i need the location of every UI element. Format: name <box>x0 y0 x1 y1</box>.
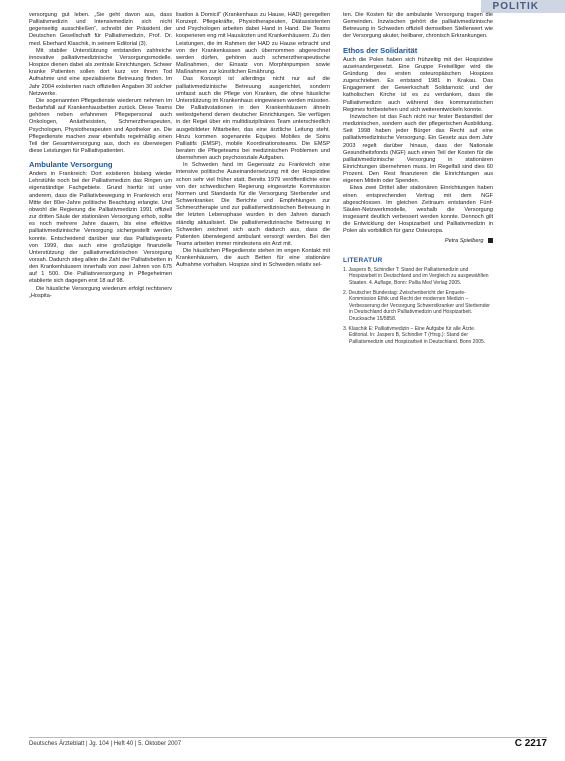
author-name: Petra Spielberg <box>444 237 484 244</box>
literature-item: 2. Deutscher Bundestag: Zwischenbericht der Enquete-Kommission Ethik und Recht der modernen Medizin – Verbesserung der Versorgung Schwerstkranker und Sterbender in Deutschland durch Palliativmedizin und Hospizarbeit. Drucksache 15/5858. <box>343 289 490 322</box>
paragraph: Inzwischen ist das Fach nicht nur fester Bestandteil der medizinischen, sondern auch der pflegerischen Ausbildung. Seit 1998 haben jeder Bürger das Recht auf eine palliativmedizinische Versorgung. Ein Gesetz aus dem Jahr 2003 regelt darüber hinaus, dass der Nationale Gesundheitsfonds (NGF) auch einen Teil der Kosten für die palliativmedizinische Versorgung in stationären Einrichtungen übernehmen muss. Im Regelfall sind dies 60 Prozent. Den Rest finanzieren die Einrichtungen aus eigenen Mitteln oder Spenden. <box>343 113 493 185</box>
literature-item: 3. Klaschik E: Palliativmedizin – Eine Aufgabe für alle Ärzte. Editorial. In: Jaspers B, Schindler T (Hrsg.): Stand der Palliativmedizin und Hospizarbeit in Deutschland. Bonn 2005. <box>343 325 486 345</box>
paragraph: Etwa zwei Drittel aller stationären Einrichtungen haben einen entsprechenden Vertrag mit dem NGF abgeschlossen. Im gleichen Zeitraum entstanden Fünf-Säulen-Netzwerkmodelle, weshalb die Versorgung insgesamt deutlich verbessert werden konnte. Dennoch gilt die Entwicklung der Hospizarbeit und Palliativmedizin in Polen als vorbildlich für ganz Osteuropa. <box>343 185 493 235</box>
paragraph: ten. Die Kosten für die ambulante Versorgung tragen die Gemeinden. Inzwischen gehört die palliativmedizinische Betreuung in Schweden offiziell demselben Stellenwert wie der Versorgung akuter, heilbarer, chronisch Erkrankungen. <box>343 12 493 40</box>
journal-reference: Deutsches Ärzteblatt | Jg. 104 | Heft 40 | 5. Oktober 2007 <box>29 741 182 747</box>
paragraph: Die häusliche Versorgung wiederum erfolgt rechtsnerv „Hospita- <box>29 285 172 299</box>
column-3 <box>343 12 493 724</box>
paragraph: Auch die Polen haben sich frühzeitig mit der Hospizidee auseinandergesetzt. Eine Gruppe Freiwilliger wird die Gründung des ersten osteuropäischen Hospizes zugeschrieben. Es entstand 1981 in Krakau. Das Engagement der Gewerkschaft Solidarność und der katholischen Kirche ist es zu verdanken, dass die Palliativmedizin auch während des kommunistischen Regimes fortbestehen und sich weiterentwickeln konnte. <box>343 56 493 113</box>
section-label: POLITIK <box>481 0 565 13</box>
paragraph: Das Konzept ist allerdings nicht nur auf die palliativmedizinische Betreuung ausgerichtet, sondern umfasst auch die Pflege von Kranken, die ohne häusliche Unterstützung im Krankenhaus eingewiesen werden müssten. Die Palliativstationen in den Krankenhäusern ähneln weitestgehend denen deutscher Einrichtungen. Sie verfügen in der Regel über ein multidisziplinäres Team unterschiedlich ausgebildeter Mitarbeiter, das eine ärztliche Leitung steht. Hinzu kommen sogenannte Equipes Mobiles de Soins Palliatifs (EMSP), mobile Koordinationsteams. Die EMSP beraten die Pflegeteams bei medizinischen Problemen und übernehmen auch psychosoziale Aufgaben. <box>176 76 330 162</box>
paragraph: versorgung gut leben. „Sie geht davon aus, dass Palliativmedizin und Intensivmedizin sich nicht gegenseitig ausschließen“, schreibt der Präsident der Deutschen Gesellschaft für Palliativmedizin, Prof. Dr. med. Eberhard Klaschik, in seinem Editorial (3). <box>29 12 172 47</box>
author-line <box>343 238 493 245</box>
end-mark-icon <box>488 238 493 243</box>
paragraph: lisation à Domicil“ (Krankenhaus zu Hause, HAD) geregelten Konzept. Pflegekräfte, Physiotherapeuten, Diätassistenten und Psychologen arbeiten dabei Hand in Hand. Die Teams kooperieren eng mit Hausärzten und Krankenhäusern. Zu den Leistungen, die im Rahmen der HAD zu Hause erbracht und von der Krankenkassen auch übernommen abgerechnet werden dürfen, gehören auch schmerztherapeutische Maßnahmen, der Einsatz von Morphinpumpen sowie Maßnahmen zur künstlichen Ernährung. <box>176 12 330 76</box>
column-2 <box>176 12 330 724</box>
paragraph: Die sogenannten Pflegedienste wiederum nehmen im Bedarfsfall auf Krankenhausbetten zurück. Diese Teams gehören neben erfahrenen Pflegepersonal auch Onkologen, Anästhesisten, Schmerztherapeuten, Psychologen, Physiotherapeuten und Apotheker an. Die Pflegedienste machen zwar ebenfalls regelmäßig einen Teil der Gesamtversorgung aus, doch es überwiegen diese Leistungen für Palliativpatienten. <box>29 97 172 154</box>
paragraph: In Schweden fand im Gegensatz zu Frankreich eine intensive politische Auseinandersetzung mit der Hospizidee schon sehr viel früher statt. Bereits 1979 veröffentlichte eine von der schwedischen Regierung eingesetzte Kommission Normen und Standards für die Versorgung Sterbender und Schwerkranker. Die Berichte und Empfehlungen zur Schmerztherapie und zur palliativmedizinischen Betreuung in der letzten Lebensphase wurden in den Jahren danach ständig aktualisiert. Die palliativmedizinische Betreuung in Schweden zeichnet sich auch dadurch aus, dass die Patienten überwiegend ambulant versorgt werden. Bei den Teams arbeiten immer mindestens ein Arzt mit. <box>176 162 330 247</box>
literature-heading: LITERATUR <box>343 256 383 264</box>
subheading: Ambulante Versorgung <box>29 160 113 170</box>
literature-item: 1. Jaspers B, Schindler T: Stand der Palliativmedizin und Hospizarbeit in Deutschland und im Vergleich zu ausgewählten Staaten. 4. Auflage, Bonn: Pallia Med Verlag 2005. <box>343 266 489 287</box>
page-number: C 2217 <box>514 738 547 749</box>
subheading: Ethos der Solidarität <box>343 45 418 55</box>
column-1 <box>29 12 172 724</box>
paragraph: Mit stabiler Unterstützung entstanden zahlreiche innovative palliativmedizinische Versorgungsmodelle. Hospize dienen dabei als zentrale Einrichtungen. Schwer kranke Patienten sollen dort kurz vor ihrem Tod Aufnahme und eine spezialisierte Betreuung finden. Im Jahr 2004 existierten nach offiziellen Angaben 30 solcher Netzwerke. <box>29 47 172 97</box>
paragraph: Die häuslichen Pflegedienste stehen im engen Kontakt mit Krankenhäusern, die auch Betten für eine stationäre Aufnahme vorhalten. Hospize sind in Schweden relativ sel- <box>176 248 330 269</box>
paragraph: Anders in Frankreich: Dort existieren bislang wieder Lehrstühle noch bei der Palliativmedizin das Ringen um eigenständige Fachgebiete. Grund hierfür ist unter anderem, dass die Palliativbewegung in Frankreich erst Mitte der 80er-Jahre politische Beachtung erlangte. Und obwohl die Regierung die Palliativmedizin 1991 offiziell zur dritten Säule der stationären Versorgung erhob, sollte es noch mehrere Jahre dauern, bis eine effektive palliativmedizinische Versorgung sichergestellt werden konnte. Entscheidend darüber war das Palliativgesetz von 1999, das auch eine großzügige finanzielle Unterstützung der palliativmedizinischen Versorgung vorsah. Dadurch stieg allein die Zahl der Palliativbetten in den Krankenhäusern innerhalb von zwei Jahren von 675 auf 1 500. Die Palliativversorgung in Pflegeheimen etablierte sich dagegen erst 18 auf 98. <box>29 171 172 285</box>
page-footer <box>29 737 547 749</box>
